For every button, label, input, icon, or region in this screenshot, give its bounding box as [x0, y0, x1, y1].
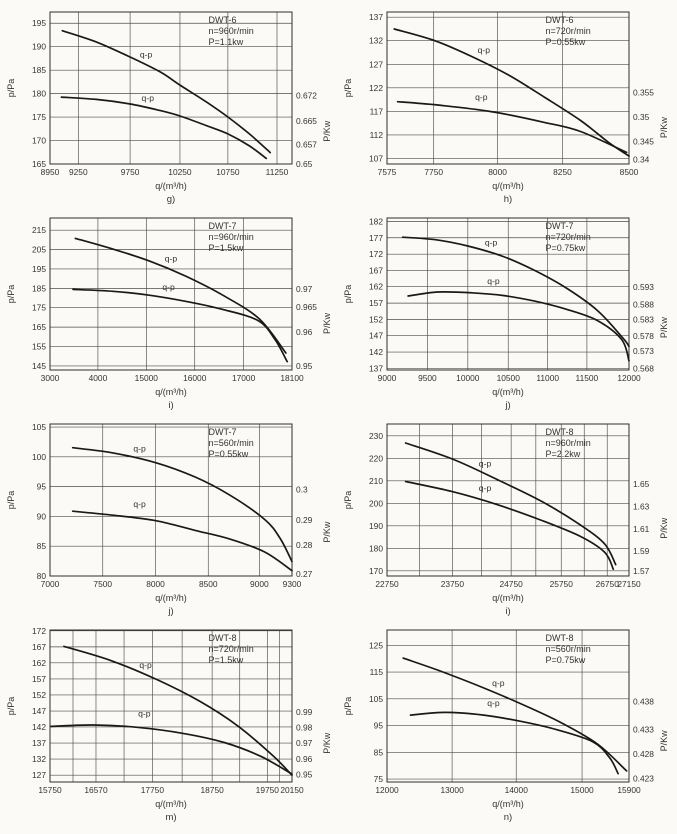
chart-model-label: DWT-7 — [208, 427, 237, 437]
x-tick-label: 10500 — [496, 373, 520, 383]
x-tick-label: 13000 — [440, 785, 464, 795]
chart-model-label: DWT-7 — [545, 221, 574, 231]
y-left-axis-label: p/Pa — [342, 284, 353, 304]
curve-label-pressure: q-p — [165, 253, 178, 264]
chart-speed-label: n=960r/min — [545, 438, 591, 448]
y-left-tick-label: 177 — [368, 232, 383, 243]
x-tick-label: 24750 — [499, 579, 523, 589]
chart-caption: i) — [168, 400, 174, 411]
x-tick-label: 10000 — [455, 373, 480, 383]
x-tick-label: 8000 — [146, 579, 166, 589]
y-left-tick-label: 112 — [369, 129, 383, 140]
x-tick-label: 3000 — [40, 373, 60, 383]
curve-label-power: q-p — [138, 708, 151, 719]
x-tick-label: 12000 — [375, 785, 399, 795]
x-axis-label: q/(m³/h) — [155, 799, 187, 809]
y-left-tick-label: 180 — [368, 543, 383, 554]
x-tick-label: 22750 — [375, 579, 399, 589]
y-left-tick-label: 95 — [36, 481, 47, 492]
y-left-tick-label: 165 — [32, 159, 47, 169]
y-right-tick-label: 0.98 — [296, 722, 313, 733]
chart-speed-label: n=720r/min — [545, 26, 591, 36]
x-tick-label: 9000 — [250, 579, 269, 589]
chart-caption: g) — [167, 194, 176, 205]
chart-panel-h-1 — [339, 5, 676, 209]
y-left-tick-label: 167 — [368, 265, 383, 276]
chart-model-label: DWT-7 — [208, 221, 237, 231]
y-left-tick-label: 85 — [373, 747, 383, 758]
x-tick-label: 9000 — [377, 373, 397, 383]
x-tick-label: 18100 — [280, 373, 304, 383]
plot-border — [50, 12, 292, 164]
y-left-tick-label: 115 — [369, 667, 383, 678]
chart-panel-n-7 — [339, 623, 676, 827]
y-left-tick-label: 147 — [32, 706, 47, 717]
pressure-curve — [403, 658, 626, 771]
curve-label-power: q-p — [478, 482, 491, 493]
y-right-tick-label: 1.63 — [632, 501, 650, 512]
curve-label-pressure: q-p — [491, 678, 505, 689]
plot-border — [387, 424, 629, 576]
y-left-tick-label: 185 — [32, 65, 47, 76]
chart-speed-label: n=560r/min — [208, 438, 255, 448]
y-left-tick-label: 127 — [32, 770, 47, 781]
x-tick-label: 10250 — [168, 167, 192, 177]
chart-svg — [3, 211, 337, 415]
y-left-tick-label: 152 — [32, 689, 47, 700]
y-left-axis-label: p/Pa — [6, 696, 17, 716]
y-left-tick-label: 145 — [32, 360, 47, 371]
chart-power-label: P=0.55kw — [208, 449, 249, 459]
y-left-tick-label: 105 — [32, 422, 47, 433]
y-left-tick-label: 230 — [368, 430, 383, 441]
y-left-tick-label: 137 — [368, 12, 383, 23]
y-right-tick-label: 0.34 — [632, 154, 650, 165]
y-left-tick-label: 205 — [32, 244, 47, 255]
y-left-tick-label: 215 — [32, 225, 47, 236]
x-tick-label: 15750 — [38, 785, 62, 795]
y-left-tick-label: 85 — [36, 541, 47, 552]
y-right-axis-label: P/Kw — [322, 732, 333, 754]
power-curve — [51, 725, 292, 774]
y-right-tick-label: 0.568 — [632, 363, 654, 374]
y-left-tick-label: 80 — [36, 571, 47, 581]
y-left-tick-label: 147 — [368, 330, 383, 341]
x-tick-label: 11250 — [265, 167, 289, 177]
chart-svg — [3, 5, 337, 209]
chart-power-label: P=2.2kw — [545, 449, 581, 459]
chart-power-label: P=0.75kw — [545, 243, 586, 253]
x-tick-label: 7750 — [424, 167, 443, 177]
x-tick-label: 8500 — [619, 167, 639, 177]
x-tick-label: 15000 — [134, 373, 159, 383]
y-right-tick-label: 0.657 — [296, 139, 318, 150]
x-tick-label: 17000 — [232, 373, 256, 383]
y-left-tick-label: 167 — [32, 641, 47, 652]
x-tick-label: 16000 — [183, 373, 207, 383]
x-axis-label: q/(m³/h) — [155, 181, 187, 191]
y-left-tick-label: 137 — [368, 363, 383, 374]
curve-label-power: q-p — [474, 92, 488, 103]
y-left-tick-label: 170 — [32, 135, 47, 146]
y-left-axis-label: p/Pa — [342, 696, 353, 716]
y-left-tick-label: 165 — [32, 322, 47, 333]
y-right-tick-label: 0.95 — [296, 360, 313, 371]
chart-caption: m) — [165, 812, 177, 823]
curve-label-pressure: q-p — [139, 660, 153, 670]
chart-panel-m-6 — [2, 623, 339, 827]
chart-panel-i-5 — [339, 417, 676, 621]
y-right-tick-label: 0.672 — [296, 90, 318, 101]
chart-model-label: DWT-6 — [208, 15, 237, 25]
y-right-tick-label: 0.573 — [632, 345, 654, 356]
x-tick-label: 16570 — [84, 785, 108, 795]
y-right-tick-label: 0.97 — [296, 284, 313, 295]
y-left-tick-label: 100 — [32, 451, 47, 462]
chart-caption: j) — [505, 400, 511, 411]
y-right-tick-label: 0.665 — [296, 115, 318, 126]
y-right-tick-label: 0.345 — [632, 136, 654, 147]
y-left-axis-label: p/Pa — [6, 284, 17, 304]
chart-caption: i) — [505, 606, 511, 617]
x-tick-label: 8500 — [199, 579, 218, 589]
x-tick-label: 8000 — [488, 167, 507, 177]
x-tick-label: 9300 — [282, 579, 302, 589]
y-left-tick-label: 122 — [368, 82, 383, 93]
y-left-tick-label: 172 — [368, 249, 383, 260]
y-left-axis-label: p/Pa — [342, 78, 353, 98]
x-tick-label: 15000 — [570, 785, 594, 795]
y-right-axis-label: P/Kw — [658, 117, 669, 139]
plot-border — [50, 424, 292, 576]
chart-svg — [3, 623, 337, 827]
power-curve — [62, 97, 267, 158]
curve-label-power: q-p — [133, 498, 147, 509]
y-right-axis-label: P/Kw — [658, 517, 669, 539]
y-left-tick-label: 157 — [368, 298, 383, 309]
x-tick-label: 12000 — [617, 373, 641, 383]
y-right-axis-label: P/Kw — [322, 120, 333, 142]
y-left-tick-label: 90 — [36, 511, 47, 522]
chart-panel-g-0 — [2, 5, 339, 209]
chart-model-label: DWT-8 — [545, 633, 574, 643]
y-left-tick-label: 157 — [32, 673, 47, 684]
pressure-curve — [76, 238, 287, 353]
chart-panel-j-3 — [339, 211, 676, 415]
chart-power-label: P=0.55kw — [545, 37, 586, 47]
curve-label-power: q-p — [487, 276, 500, 287]
chart-power-label: P=1.5kw — [208, 243, 244, 253]
y-right-axis-label: P/Kw — [658, 317, 669, 339]
y-left-tick-label: 125 — [368, 640, 383, 651]
chart-panel-j-4 — [2, 417, 339, 621]
curve-label-pressure: q-p — [477, 45, 490, 56]
curve-label-pressure: q-p — [478, 458, 491, 469]
y-left-tick-label: 155 — [32, 341, 47, 352]
y-right-tick-label: 0.28 — [296, 539, 313, 550]
y-left-tick-label: 175 — [32, 302, 47, 313]
y-right-tick-label: 1.57 — [632, 565, 650, 576]
y-left-tick-label: 170 — [368, 565, 383, 576]
chart-speed-label: n=960r/min — [208, 232, 255, 242]
power-curve — [410, 712, 618, 773]
y-left-tick-label: 195 — [32, 18, 47, 29]
curve-label-power: q-p — [487, 698, 500, 708]
y-right-tick-label: 0.96 — [296, 327, 313, 337]
power-curve — [73, 289, 287, 361]
x-tick-label: 9500 — [417, 373, 437, 383]
x-tick-label: 23750 — [440, 579, 464, 589]
y-left-tick-label: 200 — [368, 498, 383, 509]
x-tick-label: 7000 — [40, 579, 60, 589]
y-right-tick-label: 0.438 — [632, 696, 654, 707]
y-right-axis-label: P/Kw — [322, 521, 333, 543]
chart-caption: j) — [168, 606, 174, 617]
y-left-tick-label: 172 — [32, 625, 47, 636]
chart-power-label: P=0.75kw — [545, 655, 586, 665]
y-left-axis-label: p/Pa — [6, 78, 17, 98]
y-left-tick-label: 132 — [368, 35, 383, 46]
y-right-tick-label: 0.65 — [296, 159, 313, 169]
y-left-tick-label: 107 — [368, 153, 383, 164]
power-curve — [397, 102, 626, 153]
y-left-tick-label: 210 — [368, 475, 383, 486]
x-axis-label: q/(m³/h) — [155, 387, 187, 397]
x-tick-label: 11000 — [536, 373, 559, 383]
curve-label-power: q-p — [141, 92, 155, 103]
x-tick-label: 7575 — [377, 167, 397, 177]
x-axis-label: q/(m³/h) — [492, 799, 524, 809]
x-tick-label: 8950 — [40, 167, 60, 177]
x-tick-label: 17750 — [140, 785, 165, 795]
y-left-tick-label: 190 — [32, 41, 47, 52]
chart-speed-label: n=960r/min — [208, 26, 255, 36]
x-axis-label: q/(m³/h) — [492, 387, 524, 397]
chart-model-label: DWT-6 — [545, 15, 574, 25]
x-tick-label: 19750 — [255, 785, 280, 795]
x-tick-label: 20150 — [280, 785, 304, 795]
y-right-tick-label: 0.423 — [632, 773, 654, 784]
y-right-axis-label: P/Kw — [658, 730, 669, 752]
y-left-tick-label: 95 — [373, 720, 383, 731]
y-left-tick-label: 132 — [32, 754, 47, 765]
x-tick-label: 18750 — [200, 785, 225, 795]
chart-model-label: DWT-8 — [545, 427, 574, 437]
y-left-axis-label: p/Pa — [342, 490, 353, 510]
y-right-tick-label: 0.99 — [296, 707, 313, 718]
plot-border — [387, 630, 629, 782]
chart-caption: h) — [503, 194, 512, 205]
chart-svg — [340, 211, 674, 415]
x-tick-label: 8250 — [552, 167, 572, 177]
y-right-tick-label: 0.588 — [632, 299, 654, 310]
x-tick-label: 25750 — [549, 579, 573, 589]
y-left-tick-label: 175 — [32, 112, 47, 123]
y-right-tick-label: 0.578 — [632, 330, 654, 341]
y-right-tick-label: 0.97 — [296, 737, 313, 748]
y-left-tick-label: 75 — [373, 774, 383, 785]
y-left-axis-label: p/Pa — [6, 490, 17, 510]
x-tick-label: 11500 — [575, 373, 598, 383]
chart-power-label: P=1.5kw — [208, 655, 244, 665]
y-right-tick-label: 1.61 — [632, 523, 650, 534]
y-left-tick-label: 105 — [368, 693, 383, 704]
chart-caption: n) — [503, 812, 512, 823]
y-right-tick-label: 0.29 — [296, 515, 313, 526]
curve-label-power: q-p — [162, 282, 176, 293]
x-tick-label: 26750 — [595, 579, 619, 589]
y-left-tick-label: 162 — [368, 281, 383, 292]
y-right-tick-label: 1.59 — [632, 546, 650, 557]
y-right-tick-label: 0.965 — [296, 302, 318, 313]
chart-model-label: DWT-8 — [208, 633, 237, 643]
chart-speed-label: n=720r/min — [208, 644, 255, 654]
x-axis-label: q/(m³/h) — [492, 593, 524, 603]
chart-svg — [3, 417, 337, 621]
y-right-tick-label: 0.428 — [632, 748, 654, 759]
x-tick-label: 9750 — [121, 167, 140, 177]
y-left-tick-label: 180 — [32, 88, 47, 99]
y-left-tick-label: 117 — [369, 106, 383, 117]
chart-svg — [340, 417, 674, 621]
chart-speed-label: n=560r/min — [545, 644, 591, 654]
y-left-tick-label: 127 — [368, 59, 383, 70]
y-left-tick-label: 182 — [368, 216, 383, 227]
y-right-tick-label: 0.35 — [632, 111, 650, 122]
x-tick-label: 9250 — [69, 167, 88, 177]
y-left-tick-label: 142 — [32, 721, 47, 732]
chart-svg — [340, 623, 674, 827]
y-right-tick-label: 0.95 — [296, 769, 313, 780]
y-left-tick-label: 220 — [368, 453, 383, 464]
y-left-tick-label: 195 — [32, 263, 47, 274]
x-axis-label: q/(m³/h) — [492, 181, 524, 191]
chart-speed-label: n=720r/min — [545, 232, 591, 242]
curve-label-pressure: q-p — [133, 443, 147, 454]
x-tick-label: 14000 — [504, 785, 528, 795]
y-left-tick-label: 185 — [32, 283, 47, 294]
power-curve — [408, 292, 629, 361]
y-right-tick-label: 0.96 — [296, 754, 313, 765]
chart-svg — [340, 5, 674, 209]
y-left-tick-label: 190 — [368, 520, 383, 531]
pressure-curve — [63, 31, 271, 153]
y-left-tick-label: 152 — [368, 314, 383, 325]
x-axis-label: q/(m³/h) — [155, 593, 187, 603]
y-right-tick-label: 0.433 — [632, 724, 654, 735]
y-left-tick-label: 137 — [32, 738, 47, 749]
x-tick-label: 4000 — [88, 373, 108, 383]
x-tick-label: 10750 — [216, 167, 240, 177]
y-right-tick-label: 0.27 — [296, 569, 313, 580]
chart-power-label: P=1.1kw — [208, 37, 244, 47]
chart-panel-i-2 — [2, 211, 339, 415]
y-right-tick-label: 0.583 — [632, 314, 654, 325]
x-tick-label: 27150 — [617, 579, 641, 589]
y-right-tick-label: 0.593 — [632, 281, 654, 292]
y-right-tick-label: 0.355 — [632, 87, 654, 98]
y-left-tick-label: 142 — [368, 347, 383, 358]
y-right-tick-label: 1.65 — [632, 478, 650, 489]
curve-label-pressure: q-p — [140, 49, 153, 60]
y-right-axis-label: P/Kw — [322, 313, 333, 335]
x-tick-label: 15900 — [617, 785, 641, 795]
curve-label-pressure: q-p — [484, 237, 498, 248]
y-right-tick-label: 0.3 — [296, 484, 308, 495]
y-left-tick-label: 162 — [32, 657, 47, 668]
x-tick-label: 7500 — [93, 579, 113, 589]
